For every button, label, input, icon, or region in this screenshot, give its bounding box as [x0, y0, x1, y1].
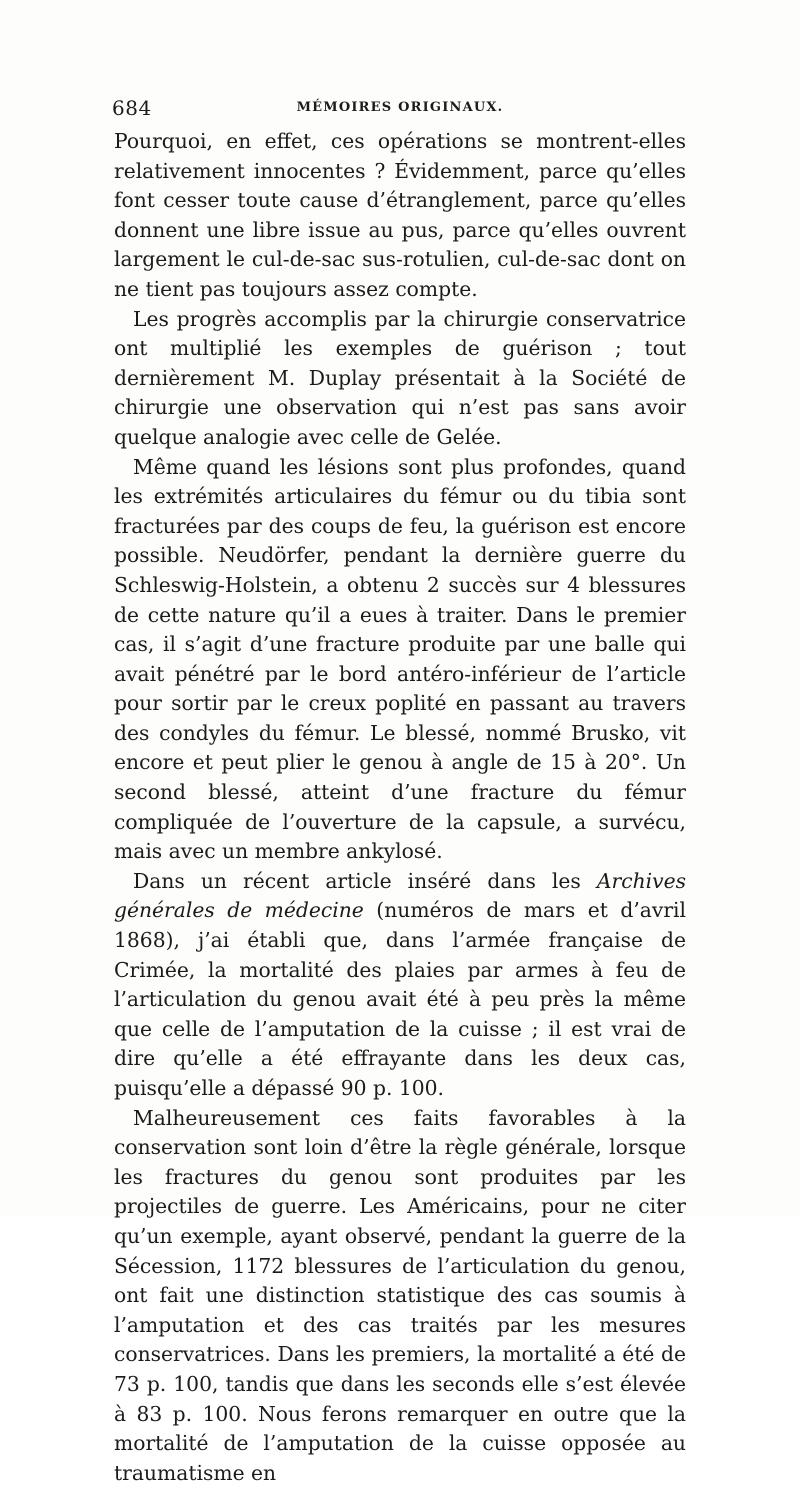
paragraph-4: [114, 867, 686, 1104]
page-number: 684: [112, 96, 152, 120]
body-text: [114, 127, 686, 1488]
paragraph-4-lead: Dans un récent article inséré dans les: [133, 868, 597, 893]
running-title: MÉMOIRES ORIGINAUX.: [296, 100, 504, 115]
paragraph-3: Même quand les lésions sont plus profondes, quand les extrémités articulaires du fémur ou du tibia sont fracturées par des coups de feu, la guérison est encore possible. Neudörfer, pendant la dernière guerre du Schleswig-Holstein, a obtenu 2 succès sur 4 blessures de cette nature qu’il a eues à traiter. Dans le premier cas, il s’agit d’une fracture produite par une balle qui avait pénétré par le bord antéro-inférieur de l’article pour sortir par le creux poplité en passant au travers des condyles du fémur. Le blessé, nommé Brusko, vit encore et peut plier le genou à angle de 15 à 20°. Un second blessé, atteint d’une fracture du fémur compliquée de l’ouverture de la capsule, a survécu, mais avec un membre ankylosé.: [114, 454, 686, 864]
journal-title: Archives générales de médecine: [114, 868, 686, 923]
page-header: [112, 96, 688, 124]
paragraph-4-rest: (numéros de mars et d’avril 1868), j’ai établi que, dans l’armée française de Crimée, la mortalité des plaies par armes à feu de l’articulation du genou avait été à peu près la même que celle de l’amputation de la cuisse ; il est vrai de dire qu’elle a été effrayante dans les deux cas, puisqu’elle a dépassé 90 p. 100.: [114, 898, 686, 1100]
paragraph-1: Pourquoi, en effet, ces opérations se montrent-elles relativement innocentes ? Évidemment, parce qu’elles font cesser toute cause d’étranglement, parce qu’elles donnent une libre issue au pus, parce qu’elles ouvrent largement le cul-de-sac sus-rotulien, cul-de-sac dont on ne tient pas toujours assez compte.: [114, 129, 686, 301]
paragraph-2: Les progrès accomplis par la chirurgie conservatrice ont multiplié les exemples de guérison ; tout dernièrement M. Duplay présentait à la Société de chirurgie une observation qui n’est pas sans avoir quelque analogie avec celle de Gelée.: [114, 306, 686, 449]
paragraph-5: Malheureusement ces faits favorables à la conservation sont loin d’être la règle générale, lorsque les fractures du genou sont produites par les projectiles de guerre. Les Américains, pour ne citer qu’un exemple, ayant observé, pendant la guerre de la Sécession, 1172 blessures de l’articulation du genou, ont fait une distinction statistique des cas soumis à l’amputation et des cas traités par les mesures conservatrices. Dans les premiers, la mortalité a été de 73 p. 100, tandis que dans les seconds elle s’est élevée à 83 p. 100. Nous ferons remarquer en outre que la mortalité de l’amputation de la cuisse opposée au traumatisme en: [114, 1105, 686, 1485]
